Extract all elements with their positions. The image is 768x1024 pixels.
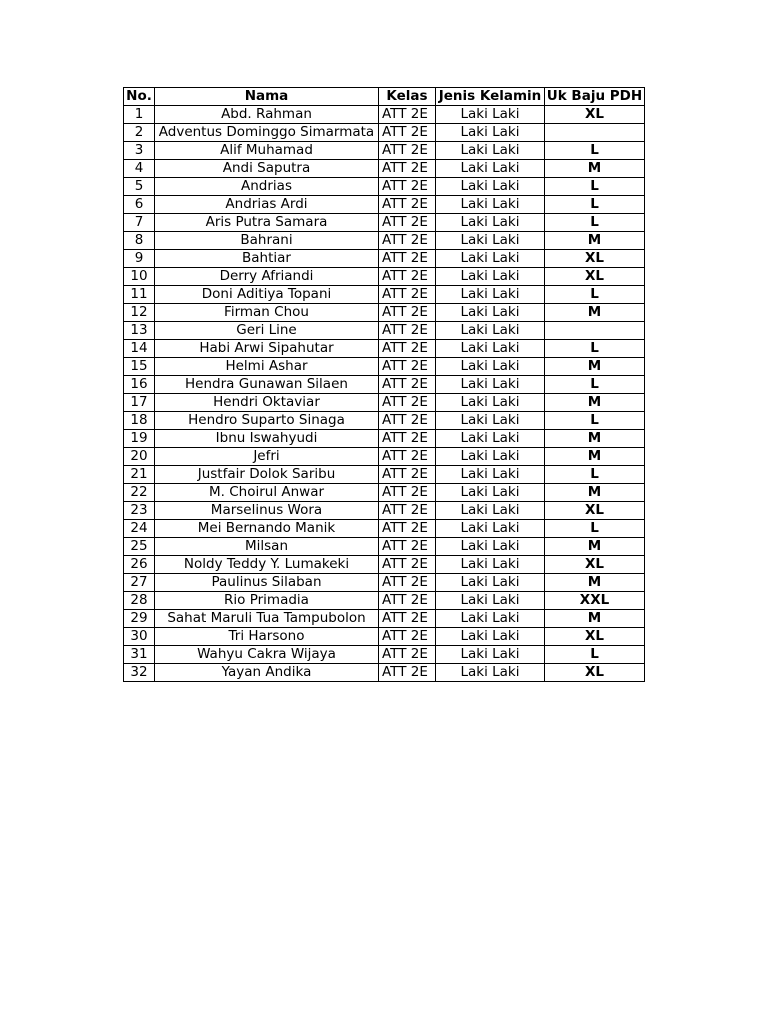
cell-kelas: ATT 2E [379, 448, 436, 466]
cell-jenis-kelamin: Laki Laki [436, 268, 545, 286]
cell-nama: Justfair Dolok Saribu [155, 466, 379, 484]
cell-uk-baju: M [545, 304, 645, 322]
cell-jenis-kelamin: Laki Laki [436, 250, 545, 268]
cell-no: 8 [124, 232, 155, 250]
cell-no: 32 [124, 664, 155, 682]
cell-kelas: ATT 2E [379, 556, 436, 574]
cell-jenis-kelamin: Laki Laki [436, 286, 545, 304]
cell-nama: Andi Saputra [155, 160, 379, 178]
cell-nama: Hendra Gunawan Silaen [155, 376, 379, 394]
cell-uk-baju: M [545, 232, 645, 250]
cell-kelas: ATT 2E [379, 376, 436, 394]
cell-no: 7 [124, 214, 155, 232]
cell-uk-baju: L [545, 286, 645, 304]
cell-kelas: ATT 2E [379, 502, 436, 520]
cell-kelas: ATT 2E [379, 412, 436, 430]
cell-jenis-kelamin: Laki Laki [436, 232, 545, 250]
cell-jenis-kelamin: Laki Laki [436, 106, 545, 124]
cell-jenis-kelamin: Laki Laki [436, 574, 545, 592]
cell-uk-baju: XXL [545, 592, 645, 610]
table-row [124, 520, 645, 538]
cell-nama: Habi Arwi Sipahutar [155, 340, 379, 358]
cell-uk-baju: XL [545, 556, 645, 574]
cell-uk-baju: L [545, 412, 645, 430]
cell-no: 26 [124, 556, 155, 574]
cell-no: 12 [124, 304, 155, 322]
cell-nama: Hendri Oktaviar [155, 394, 379, 412]
cell-uk-baju: L [545, 520, 645, 538]
cell-kelas: ATT 2E [379, 196, 436, 214]
cell-kelas: ATT 2E [379, 250, 436, 268]
cell-nama: Jefri [155, 448, 379, 466]
cell-kelas: ATT 2E [379, 214, 436, 232]
table-row [124, 304, 645, 322]
cell-no: 11 [124, 286, 155, 304]
table-row [124, 160, 645, 178]
cell-jenis-kelamin: Laki Laki [436, 214, 545, 232]
header-kelas: Kelas [379, 88, 436, 106]
cell-no: 13 [124, 322, 155, 340]
cell-nama: Tri Harsono [155, 628, 379, 646]
cell-uk-baju [545, 322, 645, 340]
cell-no: 9 [124, 250, 155, 268]
table-row [124, 196, 645, 214]
cell-nama: Sahat Maruli Tua Tampubolon [155, 610, 379, 628]
table-row [124, 376, 645, 394]
cell-no: 19 [124, 430, 155, 448]
cell-no: 4 [124, 160, 155, 178]
cell-nama: Milsan [155, 538, 379, 556]
cell-kelas: ATT 2E [379, 268, 436, 286]
cell-kelas: ATT 2E [379, 160, 436, 178]
table-row [124, 430, 645, 448]
cell-kelas: ATT 2E [379, 394, 436, 412]
cell-kelas: ATT 2E [379, 466, 436, 484]
table-row [124, 592, 645, 610]
cell-jenis-kelamin: Laki Laki [436, 538, 545, 556]
cell-nama: Firman Chou [155, 304, 379, 322]
cell-kelas: ATT 2E [379, 592, 436, 610]
cell-nama: Alif Muhamad [155, 142, 379, 160]
cell-jenis-kelamin: Laki Laki [436, 484, 545, 502]
cell-nama: Abd. Rahman [155, 106, 379, 124]
cell-uk-baju: M [545, 538, 645, 556]
cell-nama: Bahrani [155, 232, 379, 250]
table-row [124, 214, 645, 232]
table-row [124, 502, 645, 520]
cell-jenis-kelamin: Laki Laki [436, 502, 545, 520]
table-row [124, 484, 645, 502]
header-jenis-kelamin: Jenis Kelamin [436, 88, 545, 106]
cell-no: 22 [124, 484, 155, 502]
cell-nama: Derry Afriandi [155, 268, 379, 286]
table-row [124, 412, 645, 430]
cell-kelas: ATT 2E [379, 124, 436, 142]
table-row [124, 178, 645, 196]
cell-uk-baju: L [545, 466, 645, 484]
header-uk-baju: Uk Baju PDH [545, 88, 645, 106]
table-row [124, 268, 645, 286]
cell-uk-baju: M [545, 160, 645, 178]
table-row [124, 556, 645, 574]
cell-jenis-kelamin: Laki Laki [436, 142, 545, 160]
cell-no: 1 [124, 106, 155, 124]
cell-jenis-kelamin: Laki Laki [436, 376, 545, 394]
cell-nama: Andrias Ardi [155, 196, 379, 214]
cell-no: 25 [124, 538, 155, 556]
cell-nama: Paulinus Silaban [155, 574, 379, 592]
header-nama: Nama [155, 88, 379, 106]
cell-uk-baju: L [545, 178, 645, 196]
cell-jenis-kelamin: Laki Laki [436, 556, 545, 574]
cell-nama: Rio Primadia [155, 592, 379, 610]
cell-nama: Adventus Dominggo Simarmata [155, 124, 379, 142]
cell-jenis-kelamin: Laki Laki [436, 466, 545, 484]
table-body [124, 106, 645, 682]
cell-jenis-kelamin: Laki Laki [436, 322, 545, 340]
cell-jenis-kelamin: Laki Laki [436, 592, 545, 610]
table-row [124, 286, 645, 304]
cell-no: 23 [124, 502, 155, 520]
cell-kelas: ATT 2E [379, 358, 436, 376]
cell-jenis-kelamin: Laki Laki [436, 178, 545, 196]
cell-jenis-kelamin: Laki Laki [436, 412, 545, 430]
cell-jenis-kelamin: Laki Laki [436, 520, 545, 538]
cell-kelas: ATT 2E [379, 322, 436, 340]
student-shirt-size-table [123, 87, 645, 682]
cell-kelas: ATT 2E [379, 142, 436, 160]
table-row [124, 124, 645, 142]
cell-jenis-kelamin: Laki Laki [436, 664, 545, 682]
cell-no: 5 [124, 178, 155, 196]
cell-kelas: ATT 2E [379, 286, 436, 304]
cell-uk-baju: XL [545, 250, 645, 268]
cell-uk-baju: L [545, 196, 645, 214]
table-row [124, 610, 645, 628]
table-row [124, 628, 645, 646]
cell-nama: Wahyu Cakra Wijaya [155, 646, 379, 664]
cell-jenis-kelamin: Laki Laki [436, 430, 545, 448]
table-row [124, 664, 645, 682]
cell-no: 18 [124, 412, 155, 430]
cell-kelas: ATT 2E [379, 538, 436, 556]
table-row [124, 394, 645, 412]
cell-jenis-kelamin: Laki Laki [436, 124, 545, 142]
cell-uk-baju: L [545, 646, 645, 664]
cell-kelas: ATT 2E [379, 106, 436, 124]
cell-uk-baju: M [545, 394, 645, 412]
cell-nama: Doni Aditiya Topani [155, 286, 379, 304]
cell-kelas: ATT 2E [379, 232, 436, 250]
cell-kelas: ATT 2E [379, 430, 436, 448]
cell-uk-baju: XL [545, 628, 645, 646]
cell-jenis-kelamin: Laki Laki [436, 448, 545, 466]
cell-kelas: ATT 2E [379, 628, 436, 646]
cell-nama: Helmi Ashar [155, 358, 379, 376]
cell-nama: Bahtiar [155, 250, 379, 268]
table-row [124, 232, 645, 250]
cell-no: 14 [124, 340, 155, 358]
table-row [124, 106, 645, 124]
cell-jenis-kelamin: Laki Laki [436, 646, 545, 664]
cell-kelas: ATT 2E [379, 574, 436, 592]
cell-nama: Hendro Suparto Sinaga [155, 412, 379, 430]
cell-kelas: ATT 2E [379, 304, 436, 322]
cell-no: 31 [124, 646, 155, 664]
cell-kelas: ATT 2E [379, 340, 436, 358]
cell-uk-baju: M [545, 574, 645, 592]
cell-no: 27 [124, 574, 155, 592]
cell-kelas: ATT 2E [379, 610, 436, 628]
cell-nama: Yayan Andika [155, 664, 379, 682]
cell-no: 28 [124, 592, 155, 610]
cell-kelas: ATT 2E [379, 520, 436, 538]
cell-nama: Aris Putra Samara [155, 214, 379, 232]
cell-no: 20 [124, 448, 155, 466]
cell-uk-baju: M [545, 358, 645, 376]
cell-uk-baju: L [545, 340, 645, 358]
table-row [124, 322, 645, 340]
table-row [124, 142, 645, 160]
cell-nama: Andrias [155, 178, 379, 196]
cell-nama: Geri Line [155, 322, 379, 340]
table-header-row [124, 88, 645, 106]
document-page [123, 87, 645, 682]
table-row [124, 646, 645, 664]
cell-kelas: ATT 2E [379, 664, 436, 682]
table-row [124, 358, 645, 376]
cell-kelas: ATT 2E [379, 178, 436, 196]
cell-jenis-kelamin: Laki Laki [436, 160, 545, 178]
cell-jenis-kelamin: Laki Laki [436, 610, 545, 628]
table-row [124, 250, 645, 268]
cell-uk-baju: XL [545, 106, 645, 124]
cell-jenis-kelamin: Laki Laki [436, 394, 545, 412]
cell-nama: M. Choirul Anwar [155, 484, 379, 502]
table-row [124, 574, 645, 592]
cell-no: 21 [124, 466, 155, 484]
table-row [124, 466, 645, 484]
cell-no: 17 [124, 394, 155, 412]
cell-no: 6 [124, 196, 155, 214]
cell-jenis-kelamin: Laki Laki [436, 358, 545, 376]
cell-no: 10 [124, 268, 155, 286]
cell-no: 30 [124, 628, 155, 646]
cell-uk-baju: XL [545, 664, 645, 682]
cell-no: 29 [124, 610, 155, 628]
cell-no: 15 [124, 358, 155, 376]
cell-no: 24 [124, 520, 155, 538]
cell-uk-baju: XL [545, 268, 645, 286]
cell-uk-baju: M [545, 448, 645, 466]
cell-nama: Mei Bernando Manik [155, 520, 379, 538]
cell-no: 3 [124, 142, 155, 160]
cell-uk-baju: M [545, 484, 645, 502]
cell-jenis-kelamin: Laki Laki [436, 196, 545, 214]
table-row [124, 340, 645, 358]
cell-nama: Ibnu Iswahyudi [155, 430, 379, 448]
cell-jenis-kelamin: Laki Laki [436, 340, 545, 358]
cell-uk-baju: L [545, 376, 645, 394]
table-row [124, 448, 645, 466]
cell-uk-baju [545, 124, 645, 142]
cell-nama: Noldy Teddy Y. Lumakeki [155, 556, 379, 574]
header-no: No. [124, 88, 155, 106]
cell-jenis-kelamin: Laki Laki [436, 304, 545, 322]
table-row [124, 538, 645, 556]
cell-jenis-kelamin: Laki Laki [436, 628, 545, 646]
cell-uk-baju: L [545, 142, 645, 160]
cell-nama: Marselinus Wora [155, 502, 379, 520]
cell-uk-baju: M [545, 610, 645, 628]
cell-uk-baju: XL [545, 502, 645, 520]
cell-kelas: ATT 2E [379, 646, 436, 664]
cell-no: 2 [124, 124, 155, 142]
cell-kelas: ATT 2E [379, 484, 436, 502]
cell-uk-baju: M [545, 430, 645, 448]
cell-no: 16 [124, 376, 155, 394]
cell-uk-baju: L [545, 214, 645, 232]
